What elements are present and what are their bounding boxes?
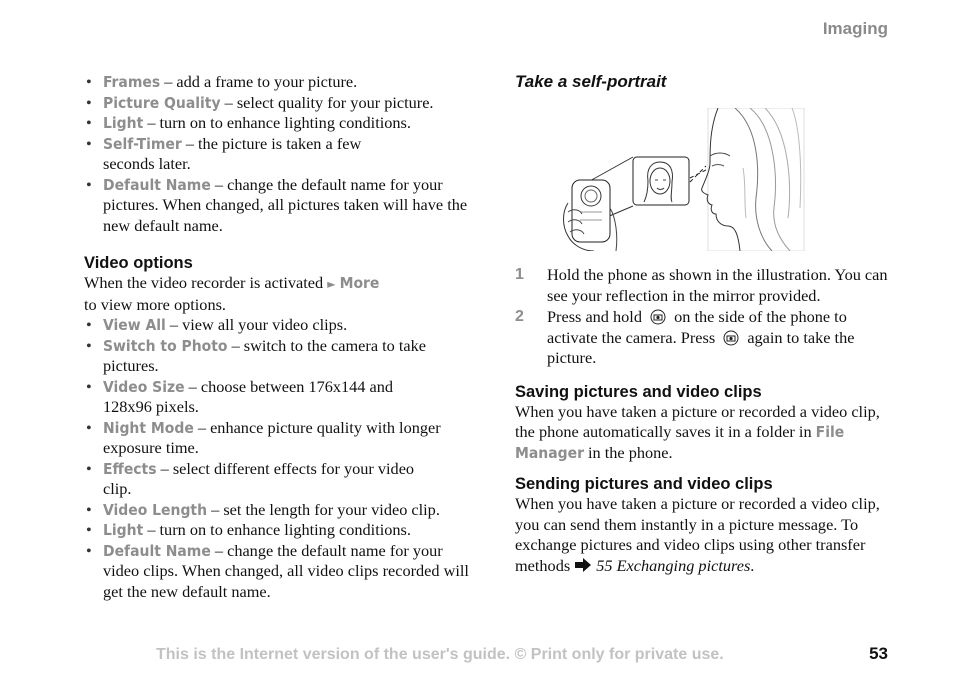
menu-term: Video Length: [103, 500, 208, 519]
menu-term: Frames: [103, 73, 161, 91]
video-intro: When the video recorder is activated ► More to view more options.: [84, 273, 380, 314]
saving-paragraph: When you have taken a picture or recorded a video clip, the phone automatically saves it in a folder in File Manager in the phone.: [515, 401, 880, 462]
step-number: 2: [515, 308, 524, 325]
menu-term: Light: [103, 114, 144, 132]
menu-term: File Manager: [515, 423, 845, 462]
list-item: • Self-Timer – the picture is taken a few seconds later.: [84, 134, 383, 175]
step-2: 2 Press and hold on the side of the phone to activate the camera. Press again to take the picture.: [515, 307, 855, 367]
steps: [515, 265, 900, 576]
menu-term: Night Mode: [103, 418, 194, 437]
camera-key-icon: [723, 330, 739, 346]
saving-heading: Saving pictures and video clips: [515, 382, 762, 401]
menu-term: Default Name: [103, 175, 211, 194]
list-item: • Default Name – change the default name for your pictures. When changed, all pictures taken will have the new default name.: [84, 175, 469, 237]
picture-options-list: [84, 72, 469, 236]
left-column: [84, 72, 469, 602]
list-item: • Frames – add a frame to your picture.: [84, 72, 469, 93]
self-portrait-illustration: [560, 108, 805, 251]
step-1: 1 Hold the phone as shown in the illustration. You can see your reflection in the mirror provided.: [515, 265, 888, 305]
page-number: 53: [869, 644, 888, 663]
page-reference: 55 Exchanging pictures: [596, 555, 751, 575]
menu-term: Video Size: [103, 377, 185, 396]
list-item: • Effects – select different effects for your video clip.: [84, 459, 423, 500]
list-item: • Night Mode – enhance picture quality with longer exposure time.: [84, 418, 469, 459]
section-header: Imaging: [822, 19, 888, 38]
menu-term: Default Name: [103, 541, 211, 560]
list-item: • Light – turn on to enhance lighting conditions.: [84, 113, 469, 134]
video-options-list: [84, 315, 469, 602]
arrow-icon: ►: [327, 277, 336, 291]
menu-term: Effects: [103, 459, 157, 478]
menu-term: Light: [103, 521, 144, 539]
sending-heading: Sending pictures and video clips: [515, 475, 773, 493]
footer-notice: This is the Internet version of the user's guide. © Print only for private use.: [156, 646, 724, 663]
menu-term: More: [339, 274, 380, 292]
list-item: • Picture Quality – select quality for your picture.: [84, 93, 469, 114]
step-number: 1: [515, 266, 524, 283]
menu-term: Switch to Photo: [103, 336, 228, 355]
menu-term: Self-Timer: [103, 134, 182, 153]
list-item: • Video Length – set the length for your video clip.: [84, 500, 469, 521]
list-item: • Default Name – change the default name for your video clips. When changed, all video clips recorded will get the new default name.: [84, 541, 469, 603]
reference-arrow-icon: [574, 558, 592, 572]
video-options-heading: Video options: [84, 254, 193, 272]
list-item: • Light – turn on to enhance lighting conditions.: [84, 520, 469, 541]
right-column: [515, 72, 900, 92]
list-item: • Switch to Photo – switch to the camera to take pictures.: [84, 336, 469, 377]
menu-term: View All: [103, 316, 166, 334]
camera-key-icon: [650, 309, 666, 325]
sending-paragraph: When you have taken a picture or recorded a video clip, you can send them instantly in a picture message. To exchange pictures and video clips using other transfer methods 55 Exchanging pictures.: [515, 494, 880, 575]
menu-term: Picture Quality: [103, 93, 221, 112]
list-item: • Video Size – choose between 176x144 and 128x96 pixels.: [84, 377, 433, 418]
self-portrait-heading: Take a self-portrait: [515, 72, 667, 91]
list-item: • View All – view all your video clips.: [84, 315, 469, 336]
